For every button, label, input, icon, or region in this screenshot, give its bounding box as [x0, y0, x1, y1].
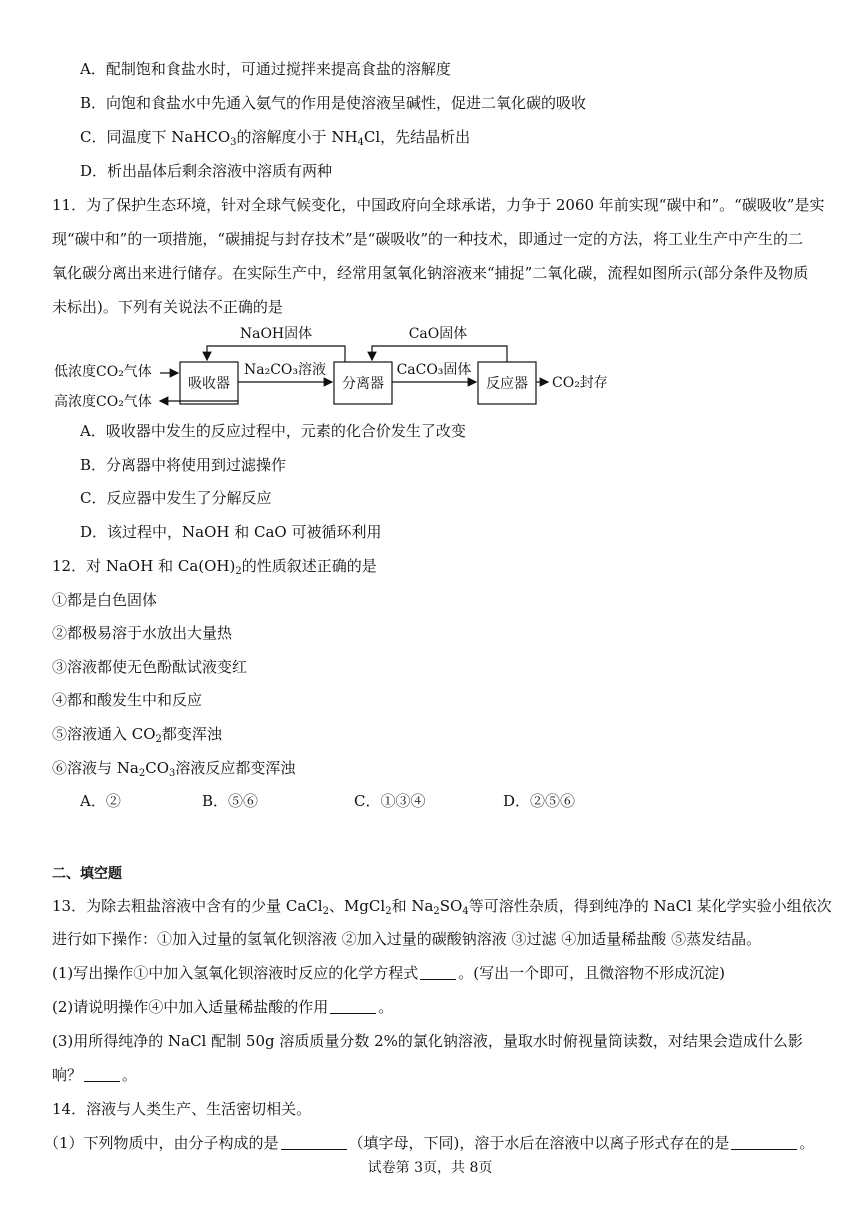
co2-storage-label: CO₂封存 [552, 375, 608, 391]
low-co2-label: 低浓度CO₂气体 [54, 364, 152, 380]
text-segment: 。(写出一个即可，且微溶物不形成沉淀) [458, 964, 725, 982]
q14-part1 [44, 1133, 814, 1153]
text-segment: Cl，先结晶析出 [363, 128, 471, 146]
text-segment: (2)请说明操作④中加入适量稀盐酸的作用 [52, 998, 329, 1016]
text-segment: （1）下列物质中，由分子构成的是 [44, 1134, 279, 1152]
text-segment: C．同温度下 NaHCO [80, 128, 231, 146]
q12-item-6 [52, 758, 295, 784]
co2-capture-flow-diagram [50, 320, 650, 412]
q13-part1 [52, 963, 725, 983]
text-segment: （填字母，下同)，溶于水后在溶液中以离子形式存在的是 [348, 1134, 730, 1152]
answer-blank[interactable] [330, 999, 376, 1014]
text-segment: 12．对 NaOH 和 Ca(OH) [52, 557, 236, 575]
q10-option-a: A．配制饱和食盐水时，可通过搅拌来提高食盐的溶解度 [80, 60, 451, 78]
text-segment: CO [145, 759, 169, 777]
text-segment: ⑤溶液通入 CO [52, 725, 156, 743]
q10-option-d: D．析出晶体后剩余溶液中溶质有两种 [80, 162, 333, 180]
text-segment: 溶液反应都变浑浊 [175, 759, 296, 777]
reactor-label: 反应器 [486, 376, 528, 392]
naoh-solid-label: NaOH固体 [239, 326, 313, 342]
text-segment: 。 [378, 998, 394, 1016]
cao-recycle-arrow [372, 346, 507, 362]
q12-item-5 [52, 724, 222, 750]
q12-choice-c: C．①③④ [354, 792, 426, 810]
q12-item-2: ②都极易溶于水放出大量热 [52, 624, 233, 642]
q13-part3-line1: (3)用所得纯净的 NaCl 配制 50g 溶质质量分数 2%的氯化钠溶液，量取水时俯视量筒读数，对结果会造成什么影 [52, 1032, 803, 1050]
cao-solid-label: CaO固体 [408, 326, 468, 342]
page-footer: 试卷第 3页，共 8页 [367, 1160, 493, 1176]
q12-item-1: ①都是白色固体 [52, 591, 158, 609]
q13-part2 [52, 997, 393, 1017]
subscript: 2 [155, 734, 162, 745]
q13-stem-line2: 进行如下操作：①加入过量的氢氧化钡溶液 ②加入过量的碳酸钠溶液 ③过滤 ④加适量稀盐酸 ⑤蒸发结晶。 [52, 930, 762, 948]
separator-label: 分离器 [342, 376, 384, 392]
na2co3-label: Na₂CO₃溶液 [243, 362, 327, 378]
subscript: 2 [322, 906, 329, 917]
q11-stem-line3: 氧化碳分离出来进行储存。在实际生产中，经常用氢氧化钠溶液来“捕捉”二氧化碳，流程如图所示(部分条件及物质 [52, 264, 809, 282]
q11-stem-line2: 现“碳中和”的一项措施，“碳捕捉与封存技术”是“碳吸收”的一种技术，即通过一定的方法，将工业生产中产生的二 [52, 230, 804, 248]
text-segment: 响？ [52, 1066, 83, 1084]
q11-option-a: A．吸收器中发生的反应过程中，元素的化合价发生了改变 [80, 422, 466, 440]
caco3-label: CaCO₃固体 [396, 362, 472, 378]
answer-blank[interactable] [84, 1067, 120, 1082]
q12-choice-d: D．②⑤⑥ [503, 792, 576, 810]
text-segment: 13．为除去粗盐溶液中含有的少量 CaCl [52, 897, 323, 915]
subscript: 3 [169, 768, 176, 779]
q10-option-b: B．向饱和食盐水中先通入氨气的作用是使溶液呈碱性，促进二氧化碳的吸收 [80, 94, 587, 112]
subscript: 2 [433, 906, 440, 917]
subscript: 2 [385, 906, 392, 917]
q12-stem [52, 556, 377, 582]
answer-blank[interactable] [420, 965, 456, 980]
text-segment: 都变浑浊 [161, 725, 222, 743]
answer-blank[interactable] [281, 1135, 347, 1150]
q12-item-4: ④都和酸发生中和反应 [52, 691, 203, 709]
q11-stem-line1: 11．为了保护生态环境，针对全球气候变化，中国政府向全球承诺，力争于 2060 年前实现“碳中和”。“碳吸收”是实 [52, 196, 825, 214]
q11-stem-line4: 未标出)。下列有关说法不正确的是 [52, 298, 283, 316]
q12-item-3: ③溶液都使无色酚酞试液变红 [52, 658, 248, 676]
q11-option-b: B．分离器中将使用到过滤操作 [80, 456, 287, 474]
absorber-label: 吸收器 [188, 376, 230, 392]
text-segment: (1)写出操作①中加入氢氧化钡溶液时反应的化学方程式 [52, 964, 419, 982]
text-segment: 。 [799, 1134, 815, 1152]
q10-option-c [80, 127, 470, 153]
text-segment: 等可溶性杂质，得到纯净的 NaCl 某化学实验小组依次 [468, 897, 832, 915]
q12-choice-b: B．⑤⑥ [202, 792, 259, 810]
text-segment: ⑥溶液与 Na [52, 759, 139, 777]
answer-blank[interactable] [731, 1135, 797, 1150]
subscript: 3 [230, 137, 237, 148]
q13-part3-line2 [52, 1065, 137, 1085]
text-segment: 和 Na [391, 897, 434, 915]
text-segment: SO [439, 897, 463, 915]
text-segment: 的溶解度小于 NH [236, 128, 358, 146]
q12-choice-a: A．② [80, 792, 121, 810]
q11-option-d: D．该过程中，NaOH 和 CaO 可被循环利用 [80, 523, 382, 541]
text-segment: 。 [122, 1066, 138, 1084]
subscript: 4 [357, 137, 364, 148]
text-segment: 、MgCl [328, 897, 386, 915]
q14-stem: 14．溶液与人类生产、生活密切相关。 [52, 1100, 312, 1118]
high-co2-label: 高浓度CO₂气体 [54, 394, 152, 410]
naoh-recycle-arrow [207, 346, 345, 362]
subscript: 2 [138, 768, 146, 779]
section-heading-fill-in: 二、填空题 [52, 866, 122, 882]
q13-stem-line1 [52, 896, 832, 922]
q11-option-c: C．反应器中发生了分解反应 [80, 489, 272, 507]
subscript: 2 [235, 566, 242, 577]
subscript: 4 [462, 906, 469, 917]
text-segment: 的性质叙述正确的是 [241, 557, 377, 575]
